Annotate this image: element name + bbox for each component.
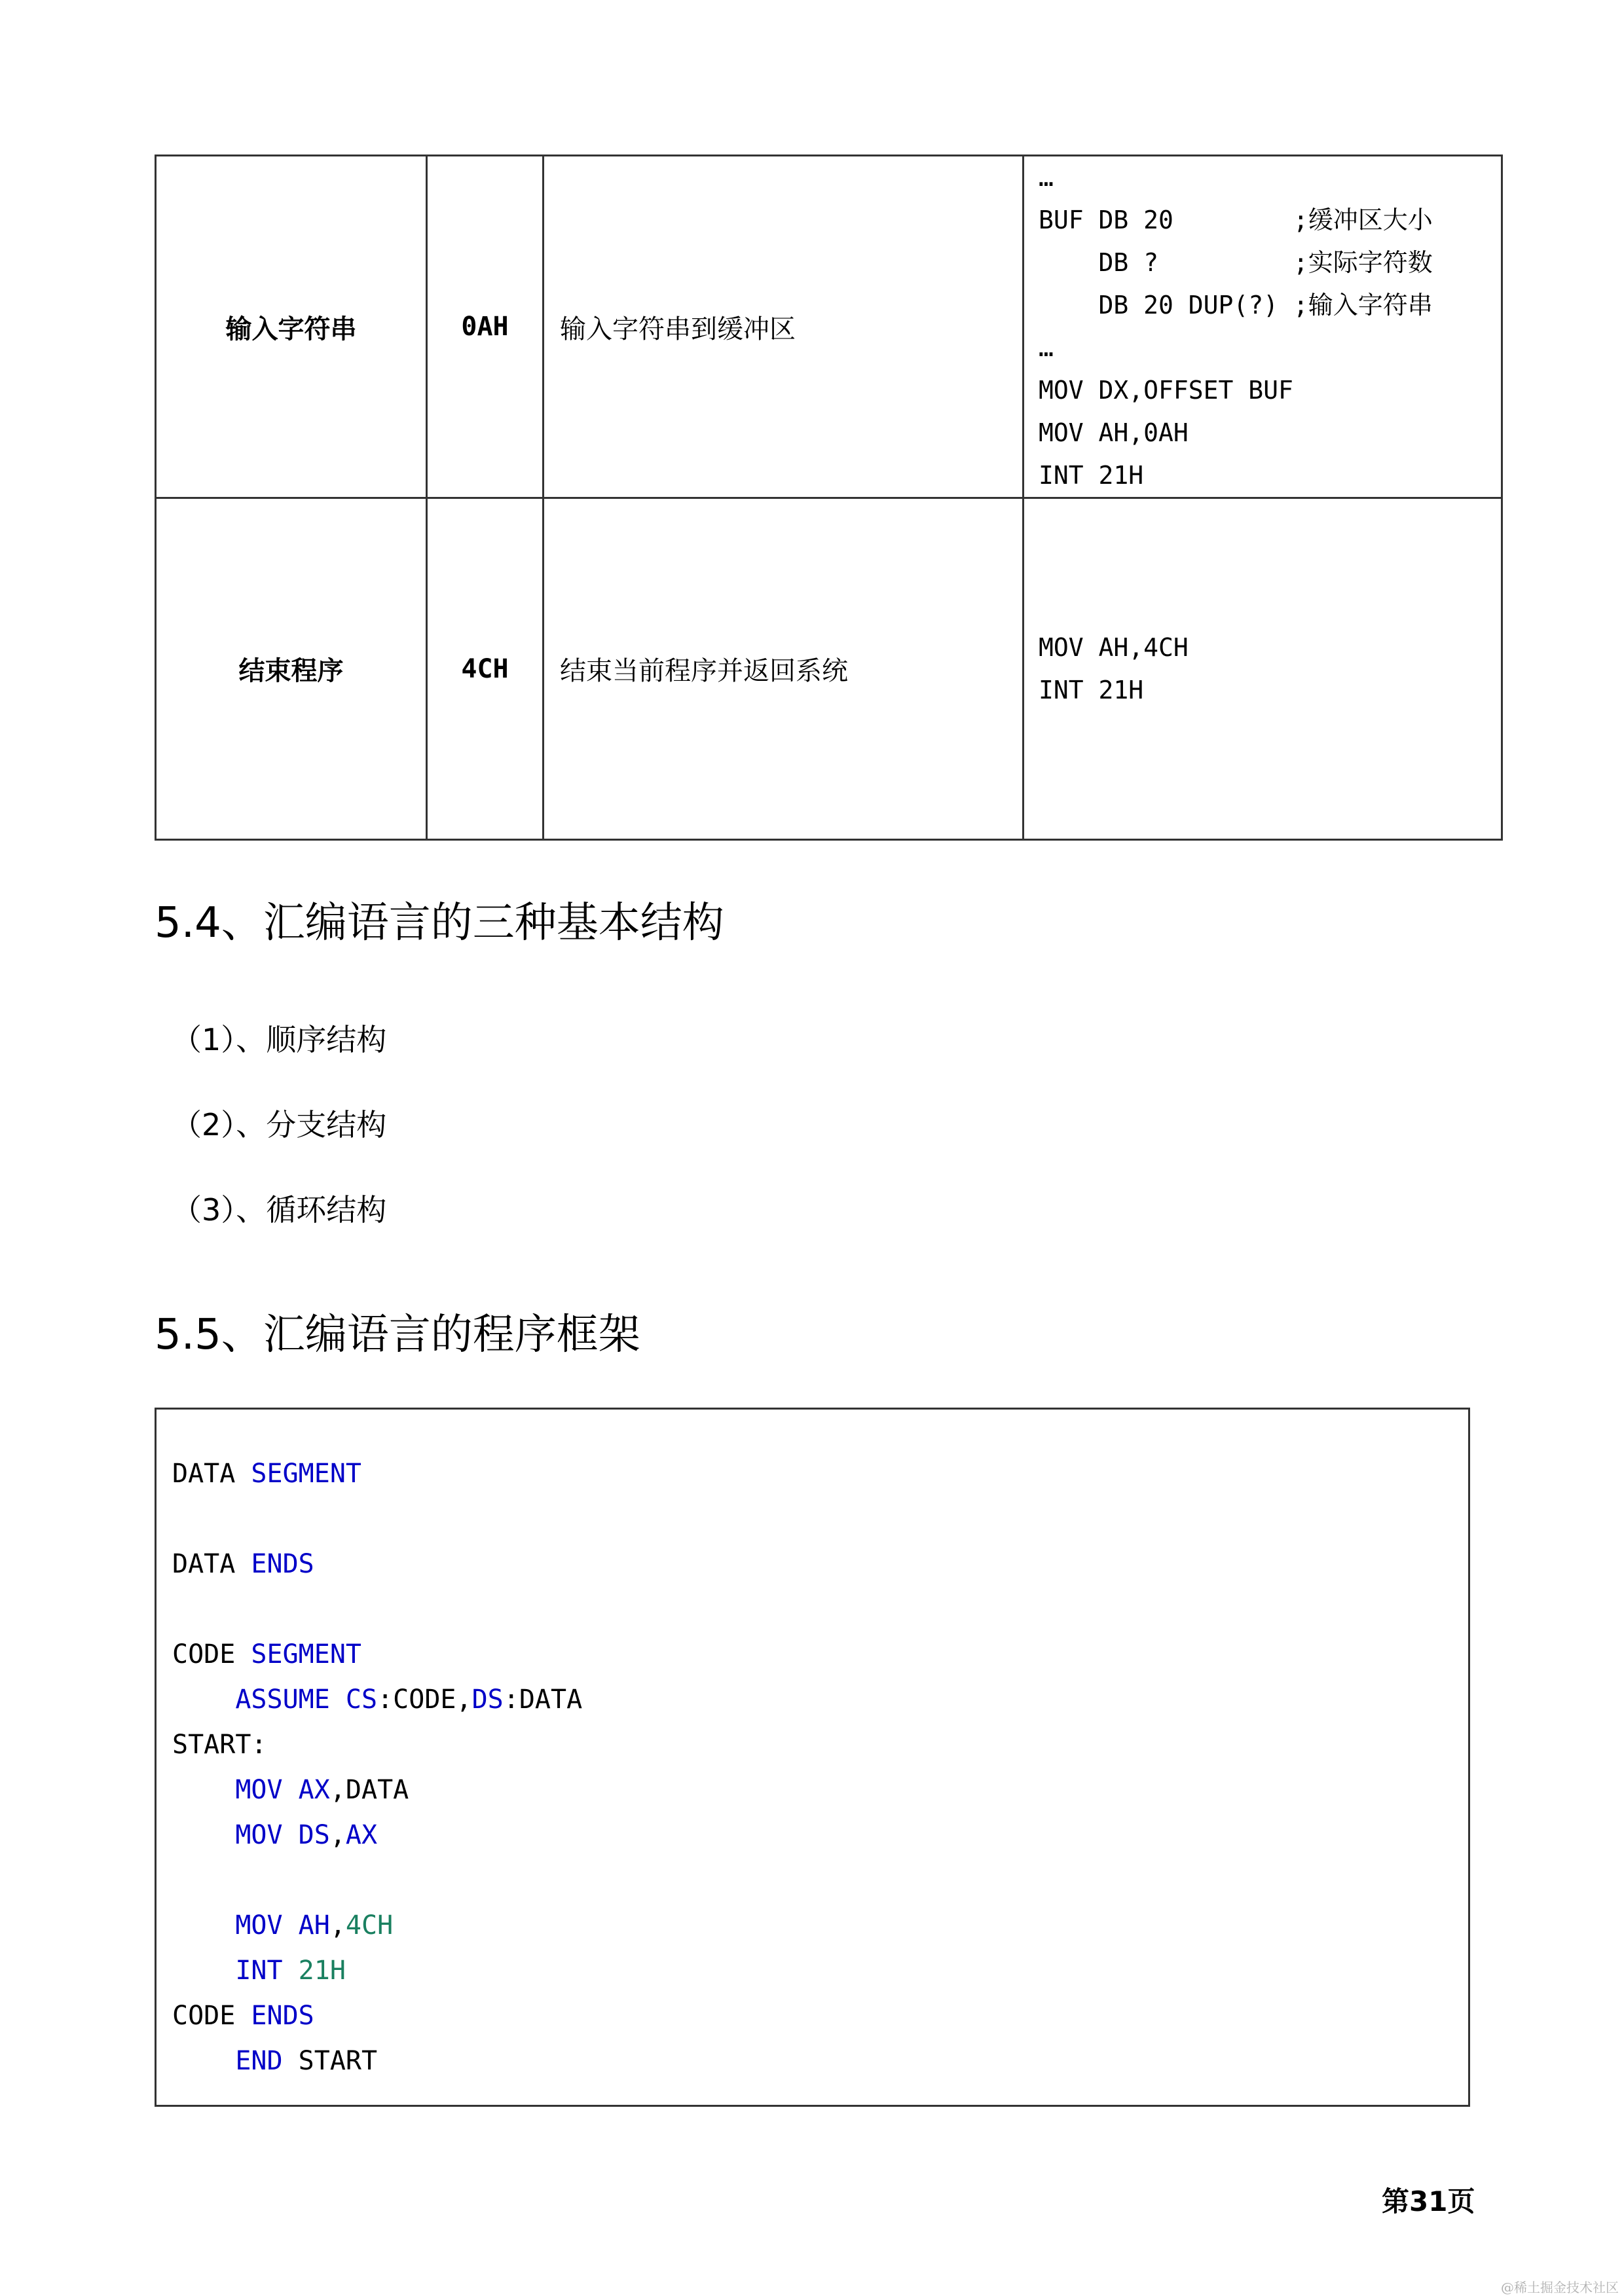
- example-code-cell: [1024, 498, 1502, 840]
- example-code-line: INT 21H: [1039, 461, 1144, 490]
- example-code-line: BUF DB 20 ;缓冲区大小: [1039, 206, 1433, 234]
- example-code-line: INT 21H: [1039, 675, 1144, 704]
- list-item-branch: （2）、分支结构: [172, 1107, 387, 1142]
- code-keyword: ENDS: [251, 2001, 314, 2031]
- code-keyword: ASSUME: [235, 1685, 346, 1715]
- code-text: START:: [172, 1730, 267, 1760]
- code-line: [172, 1632, 582, 1677]
- code-text: :CODE,: [377, 1685, 472, 1715]
- code-text: ,: [329, 1820, 346, 1850]
- code-text: CODE: [172, 2001, 251, 2031]
- code-keyword: AH: [298, 1910, 330, 1941]
- code-text: CODE: [172, 1639, 251, 1669]
- section-heading-5-5: 5.5、汇编语言的程序框架: [155, 1311, 640, 1359]
- function-name-cell: 结束程序: [156, 498, 427, 840]
- code-keyword: MOV: [235, 1910, 299, 1941]
- example-code-line: …: [1039, 333, 1054, 362]
- code-keyword: DS: [298, 1820, 330, 1850]
- function-code-cell: 0AH: [427, 156, 544, 498]
- code-line: [172, 1587, 582, 1632]
- function-name-cell: 输入字符串: [156, 156, 427, 498]
- section-heading-5-4: 5.4、汇编语言的三种基本结构: [155, 899, 724, 947]
- code-keyword: INT: [235, 1956, 299, 1986]
- example-code-line: …: [1039, 163, 1054, 192]
- list-item-sequence: （1）、顺序结构: [172, 1022, 387, 1057]
- program-framework-code-block: [155, 1408, 1470, 2107]
- code-text: START: [298, 2046, 378, 2076]
- watermark: @稀土掘金技术社区: [1501, 2280, 1619, 2295]
- code-line: [172, 1813, 582, 1858]
- code-text: ,: [329, 1910, 346, 1941]
- code-keyword: END: [235, 2046, 299, 2076]
- code-line: [172, 1451, 582, 1497]
- code-keyword: AX: [345, 1820, 378, 1850]
- function-code-cell: 4CH: [427, 498, 544, 840]
- code-line: [172, 1722, 582, 1768]
- code-keyword: DS: [471, 1685, 504, 1715]
- example-code-line: MOV AH,0AH: [1039, 418, 1189, 447]
- code-keyword: SEGMENT: [251, 1639, 361, 1669]
- code-keyword: CS: [345, 1685, 378, 1715]
- code-keyword: MOV: [235, 1820, 299, 1850]
- code-text: [172, 2046, 235, 2076]
- code-text: [172, 1956, 235, 1986]
- code-line: [172, 2039, 582, 2084]
- code-line: [172, 1542, 582, 1587]
- code-line: [172, 1497, 582, 1542]
- function-description-cell: 结束当前程序并返回系统: [544, 498, 1024, 840]
- code-number: 4CH: [345, 1910, 394, 1941]
- code-line: [172, 1948, 582, 1994]
- example-code-line: MOV DX,OFFSET BUF: [1039, 376, 1293, 405]
- page-number: 第31页: [1382, 2185, 1475, 2217]
- code-line: [172, 1768, 582, 1813]
- code-lines: [172, 1451, 582, 2084]
- table-row: [156, 498, 1502, 840]
- example-code-cell: [1024, 156, 1502, 498]
- code-keyword: MOV: [235, 1775, 299, 1805]
- code-text: DATA: [172, 1549, 251, 1579]
- dos-function-table: [155, 155, 1503, 841]
- code-keyword: SEGMENT: [251, 1459, 361, 1489]
- code-number: 21H: [298, 1956, 346, 1986]
- code-text: [172, 1775, 235, 1805]
- code-line: [172, 1994, 582, 2039]
- code-keyword: AX: [298, 1775, 330, 1805]
- table-row: [156, 156, 1502, 498]
- code-text: DATA: [172, 1459, 251, 1489]
- code-keyword: ENDS: [251, 1549, 314, 1579]
- code-text: :DATA: [503, 1685, 583, 1715]
- example-code-line: DB 20 DUP(?) ;输入字符串: [1039, 291, 1433, 319]
- code-text: [172, 1910, 235, 1941]
- list-item-loop: （3）、循环结构: [172, 1192, 387, 1228]
- code-line: [172, 1677, 582, 1722]
- code-text: [172, 1820, 235, 1850]
- code-text: ,DATA: [329, 1775, 409, 1805]
- code-text: [172, 1685, 235, 1715]
- code-line: [172, 1858, 582, 1903]
- example-code-line: MOV AH,4CH: [1039, 632, 1189, 662]
- code-line: [172, 1903, 582, 1948]
- function-description-cell: 输入字符串到缓冲区: [544, 156, 1024, 498]
- example-code-line: DB ? ;实际字符数: [1039, 248, 1433, 277]
